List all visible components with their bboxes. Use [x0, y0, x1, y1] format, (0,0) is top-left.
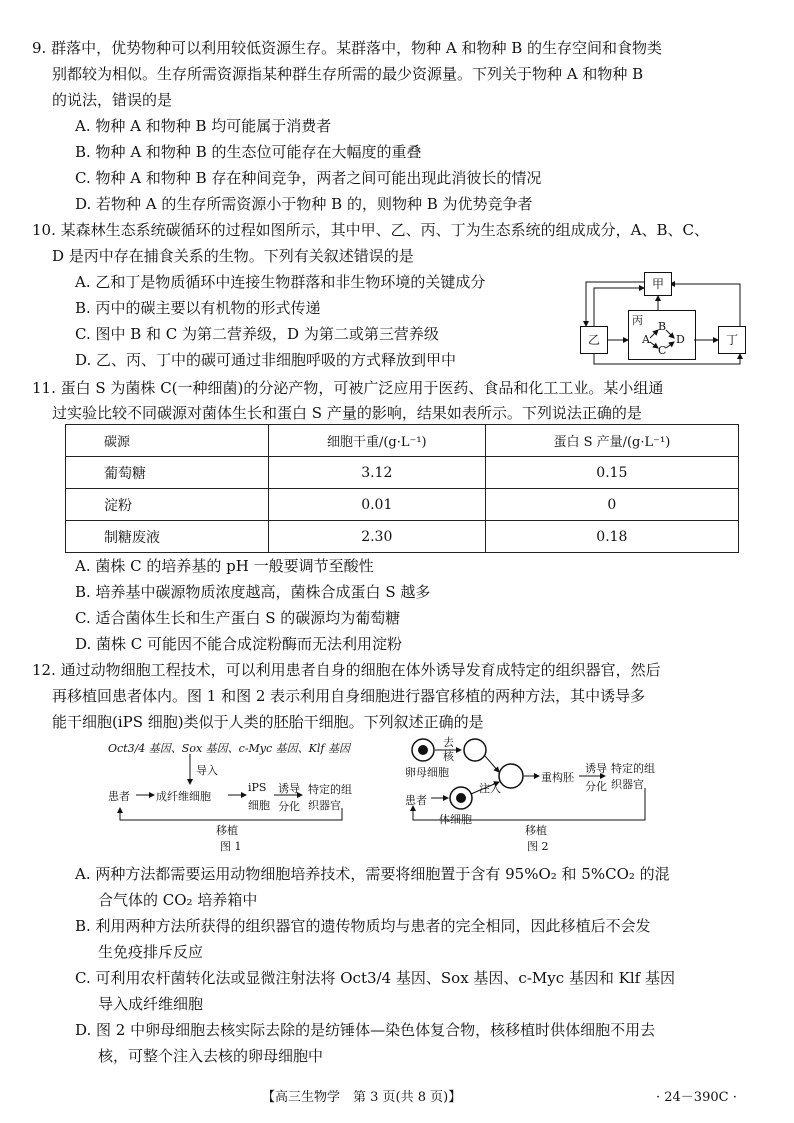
q9-option-c: C. 物种 A 和物种 B 存在种间竞争，两者之间可能出现此消彼长的情况 [75, 169, 542, 187]
q11-option-a: A. 菌株 C 的培养基的 pH 一般要调节至酸性 [75, 557, 374, 575]
figure-1 [108, 738, 398, 853]
q12-option-a-line1: A. 两种方法都需要运用动物细胞培养技术，需要将细胞置于含有 95%O₂ 和 5%CO₂ 的混 [75, 865, 670, 883]
q11-stem-line1: 11. 蛋白 S 为菌株 C(一种细菌)的分泌产物，可被广泛应用于医药、食品和化工工业。某小组通 [32, 379, 664, 397]
figure-2-inject: 注入 [479, 782, 501, 795]
q12-stem-line2: 再移植回患者体内。图 1 和图 2 表示利用自身细胞进行器官移植的两种方法，其中诱导多 [52, 687, 646, 705]
figure-2-oocyte: 卵母细胞 [405, 766, 449, 779]
figure-1-organ-2: 织器官 [308, 799, 341, 812]
q10-option-a: A. 乙和丁是物质循环中连接生物群落和非生物环境的关键成分 [75, 273, 486, 291]
figure-2-differentiate: 分化 [585, 780, 607, 793]
q10-stem-line1: 10. 某森林生态系统碳循环的过程如图所示，其中甲、乙、丙、丁为生态系统的组成成分，A、B、C、 [32, 221, 709, 239]
q10-option-b: B. 丙中的碳主要以有机物的形式传递 [75, 299, 321, 317]
figure-2-transplant: 移植 [525, 824, 547, 837]
q11-option-b: B. 培养基中碳源物质浓度越高，菌株合成蛋白 S 越多 [75, 583, 431, 601]
q10-option-c: C. 图中 B 和 C 为第二营养级，D 为第二或第三营养级 [75, 325, 439, 343]
figure-1-induce: 诱导 [278, 782, 300, 795]
q12-option-a-line2: 合气体的 CO₂ 培养箱中 [98, 891, 258, 909]
q12-option-b-line1: B. 利用两种方法所获得的组织器官的遗传物质均与患者的完全相同，因此移植后不会发 [75, 917, 651, 935]
figure-1-patient: 患者 [108, 790, 130, 803]
q9-option-a: A. 物种 A 和物种 B 均可能属于消费者 [75, 117, 332, 135]
q11-option-d: D. 菌株 C 可能因不能合成淀粉酶而无法利用淀粉 [75, 635, 403, 653]
q10-option-d: D. 乙、丙、丁中的碳可通过非细胞呼吸的方式释放到甲中 [75, 351, 457, 369]
table-header-protein-yield: 蛋白 S 产量/(g·L⁻¹) [485, 425, 738, 457]
figure-1-genes: Oct3/4 基因、Sox 基因、c-Myc 基因、Klf 基因 [108, 742, 350, 755]
figure-2-organ: 特定的组 [611, 762, 655, 775]
carbon-cycle-diagram [578, 270, 768, 370]
carbon-source-table [65, 424, 739, 553]
node-bing-label: 丙 [632, 314, 643, 327]
figure-1-transplant: 移植 [216, 824, 238, 837]
q12-stem-line3: 能干细胞(iPS 细胞)类似于人类的胚胎干细胞。下列叙述正确的是 [52, 713, 484, 731]
node-c: C [658, 344, 667, 357]
node-yi: 乙 [580, 326, 608, 354]
figure-2 [405, 736, 705, 853]
q12-option-c-line1: C. 可利用农杆菌转化法或显微注射法将 Oct3/4 基因、Sox 基因、c-Myc 基因和 Klf 基因 [75, 969, 675, 987]
q12-option-d-line2: 核，可整个注入去核的卵母细胞中 [98, 1047, 324, 1065]
node-d: D [676, 333, 685, 346]
figure-2-caption: 图 2 [527, 840, 549, 853]
q9-stem-line1: 9. 群落中，优势物种可以利用较低资源生存。某群落中，物种 A 和物种 B 的生存空间和食物类 [32, 39, 663, 57]
table-header-dry-weight: 细胞干重/(g·L⁻¹) [268, 425, 485, 457]
table-cell: 0 [485, 489, 738, 521]
table-cell: 0.01 [268, 489, 485, 521]
table-cell: 葡萄糖 [66, 457, 269, 489]
table-cell: 淀粉 [66, 489, 269, 521]
table-cell: 0.18 [485, 521, 738, 553]
table-cell: 0.15 [485, 457, 738, 489]
table-cell: 2.30 [268, 521, 485, 553]
q9-option-b: B. 物种 A 和物种 B 的生态位可能存在大幅度的重叠 [75, 143, 422, 161]
figure-1-ips: iPS [248, 781, 267, 794]
figure-2-organ-2: 织器官 [611, 778, 644, 791]
q9-stem-line3: 的说法，错误的是 [52, 91, 173, 109]
q10-stem-line2: D 是丙中存在捕食关系的生物。下列有关叙述错误的是 [52, 247, 414, 265]
q12-option-c-line2: 导入成纤维细胞 [98, 995, 204, 1013]
figure-1-organ: 特定的组 [308, 783, 352, 796]
figure-2-induce: 诱导 [585, 762, 607, 775]
figure-2-remove-2: 核 [443, 750, 454, 763]
figure-1-caption: 图 1 [220, 840, 242, 853]
node-ding: 丁 [718, 326, 746, 354]
q11-stem-line2: 过实验比较不同碳源对菌体生长和蛋白 S 产量的影响，结果如表所示。下列说法正确的是 [52, 404, 642, 422]
page-footer-center: 【高三生物学 第 3 页(共 8 页)】 [262, 1090, 462, 1105]
node-jia: 甲 [644, 272, 672, 296]
figure-2-somatic: 体细胞 [439, 813, 472, 826]
node-a: A [642, 333, 650, 346]
q12-option-b-line2: 生免疫排斥反应 [98, 943, 204, 961]
figure-2-remove: 去 [443, 736, 454, 749]
table-cell: 3.12 [268, 457, 485, 489]
table-row [66, 489, 739, 521]
table-header-row [66, 425, 739, 457]
table-header-source: 碳源 [66, 425, 269, 457]
q12-stem-line1: 12. 通过动物细胞工程技术，可以利用患者自身的细胞在体外诱导发育成特定的组织器官，然后 [32, 661, 661, 679]
figure-1-ips-cell: 细胞 [248, 799, 270, 812]
q11-option-c: C. 适合菌体生长和生产蛋白 S 的碳源均为葡萄糖 [75, 609, 401, 627]
q12-option-d-line1: D. 图 2 中卵母细胞去核实际去除的是纺锤体—染色体复合物，核移植时供体细胞不用去 [75, 1021, 656, 1039]
q9-stem-line2: 别都较为相似。生存所需资源指某种群生存所需的最少资源量。下列关于物种 A 和物种 B [52, 65, 644, 83]
figure-2-embryo: 重构胚 [541, 771, 574, 784]
figure-1-import-label: 导入 [196, 764, 218, 777]
figure-2-patient: 患者 [405, 794, 427, 807]
page-footer-code: · 24－390C · [656, 1090, 737, 1105]
figure-1-differentiate: 分化 [278, 800, 300, 813]
table-cell: 制糖废液 [66, 521, 269, 553]
table-row [66, 521, 739, 553]
table-row [66, 457, 739, 489]
q9-option-d: D. 若物种 A 的生存所需资源小于物种 B 的，则物种 B 为优势竞争者 [75, 195, 533, 213]
figure-1-fibroblast: 成纤维细胞 [156, 790, 211, 803]
node-b: B [658, 320, 667, 333]
